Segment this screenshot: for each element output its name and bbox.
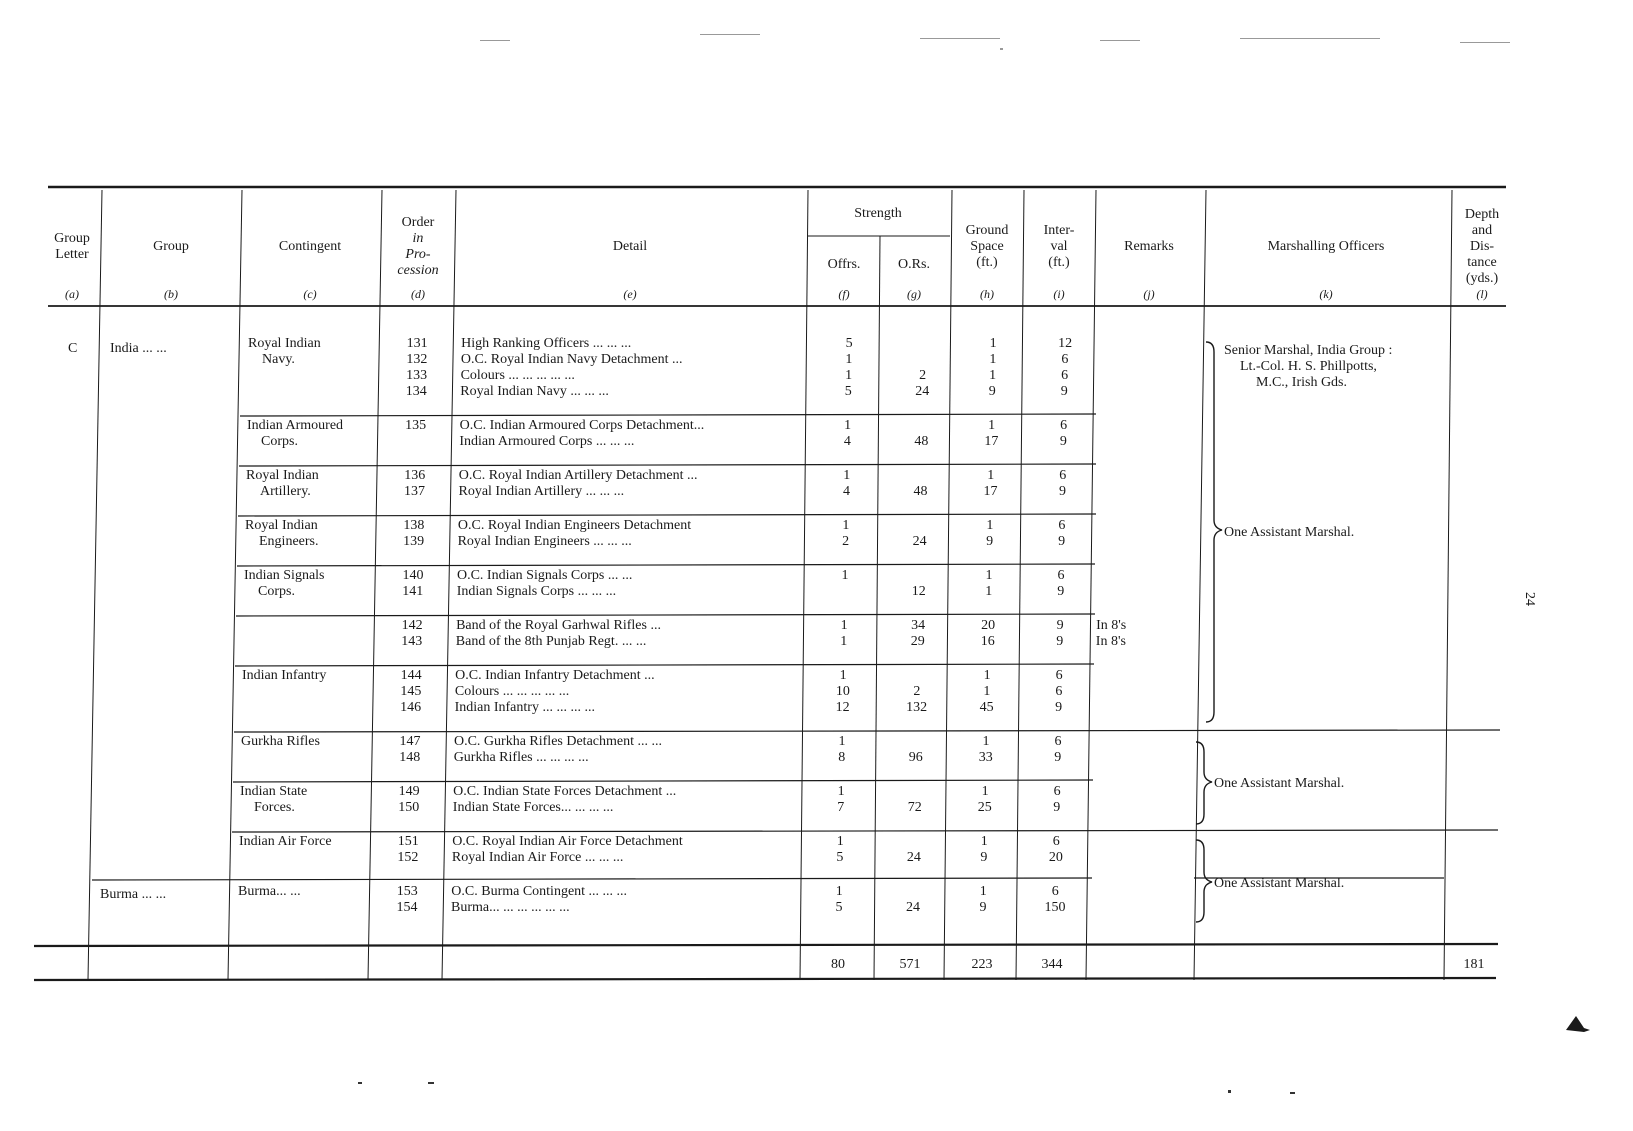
ground-space-value: 9 <box>986 534 994 549</box>
ors-value: 96 <box>908 750 923 765</box>
table-row <box>406 352 1068 367</box>
offrs-value: 2 <box>842 534 850 549</box>
senior-marshal-line-1: Senior Marshal, India Group : <box>1224 343 1393 358</box>
col-letter: (b) <box>164 287 178 301</box>
table-row <box>401 634 1126 649</box>
table-row <box>397 900 1066 915</box>
header-order-4: cession <box>397 263 439 278</box>
ors-value: 2 <box>919 368 927 383</box>
offrs-value: 5 <box>845 336 853 351</box>
order-number: 150 <box>398 800 420 815</box>
interval-value: 9 <box>1054 750 1062 765</box>
header-remarks: Remarks <box>1124 239 1174 254</box>
remarks-text: In 8's <box>1095 634 1126 649</box>
ground-space-value: 45 <box>979 700 994 715</box>
table-row <box>406 384 1068 399</box>
ors-value: 72 <box>907 800 922 815</box>
offrs-value: 1 <box>838 734 846 749</box>
interval-value: 6 <box>1058 518 1066 533</box>
interval-value: 9 <box>1060 384 1068 399</box>
col-letter: (k) <box>1319 287 1333 301</box>
col-letter: (c) <box>303 287 317 301</box>
detail-text: O.C. Gurkha Rifles Detachment ... ... <box>453 734 663 749</box>
offrs-value: 1 <box>842 518 850 533</box>
header-depth-1: Depth <box>1464 207 1500 222</box>
interval-value: 12 <box>1058 336 1073 351</box>
header-order-1: Order <box>401 215 435 230</box>
detail-text: O.C. Burma Contingent ... ... ... <box>451 884 628 899</box>
ground-space-value: 9 <box>988 384 996 399</box>
header-ground-2: Space <box>970 239 1004 254</box>
header-group-letter-1: Group <box>54 231 90 246</box>
ors-value: 132 <box>906 700 928 715</box>
interval-value: 6 <box>1054 734 1062 749</box>
table-row <box>397 884 1059 899</box>
order-number: 133 <box>406 368 428 383</box>
header-depth-5: (yds.) <box>1465 271 1499 286</box>
ground-space-value: 1 <box>988 418 996 433</box>
order-number: 137 <box>403 484 425 499</box>
totals-row <box>831 957 1485 972</box>
contingent-name: Burma... ... <box>238 884 301 899</box>
contingent-name: Engineers. <box>259 534 319 549</box>
ors-value: 24 <box>906 900 921 915</box>
offrs-value: 1 <box>845 368 853 383</box>
detail-text: Royal Indian Engineers ... ... ... <box>457 534 632 549</box>
ground-space-value: 1 <box>989 368 997 383</box>
header-order-3: Pro- <box>405 247 431 262</box>
marshalling-officers <box>1214 343 1392 891</box>
scan-mark <box>1566 1016 1590 1032</box>
page-number: 24 <box>1522 592 1537 606</box>
order-number: 132 <box>406 352 428 367</box>
procession-rows <box>397 336 1127 915</box>
order-number: 148 <box>399 750 421 765</box>
ors-value: 29 <box>910 634 925 649</box>
interval-value: 150 <box>1044 900 1066 915</box>
group-burma: Burma ... ... <box>100 887 167 902</box>
table-row <box>400 684 1062 699</box>
contingent-name: Corps. <box>261 434 298 449</box>
col-letter: (i) <box>1053 287 1065 301</box>
header-contingent: Contingent <box>278 239 342 254</box>
col-letter: (g) <box>907 287 921 301</box>
assistant-marshal-2: One Assistant Marshal. <box>1214 776 1345 791</box>
interval-value: 6 <box>1060 418 1068 433</box>
table-header <box>54 206 1499 286</box>
table-row <box>406 368 1068 383</box>
total-offrs: 80 <box>831 957 845 972</box>
contingent-name: Royal Indian <box>246 468 319 483</box>
header-depth-3: Dis- <box>1469 239 1495 254</box>
ground-space-value: 33 <box>978 750 993 765</box>
contingent-name: Indian Signals <box>244 568 325 583</box>
offrs-value: 1 <box>840 618 848 633</box>
offrs-value: 1 <box>839 668 847 683</box>
detail-text: Burma... ... ... ... ... ... <box>451 900 570 915</box>
order-number: 140 <box>402 568 424 583</box>
ground-space-value: 1 <box>980 834 988 849</box>
order-number: 131 <box>406 336 428 351</box>
interval-value: 9 <box>1058 534 1066 549</box>
order-number: 147 <box>399 734 421 749</box>
contingent-name: Navy. <box>262 352 295 367</box>
table-row <box>402 618 1127 633</box>
interval-value: 9 <box>1058 484 1066 499</box>
total-interval: 344 <box>1041 957 1063 972</box>
order-number: 143 <box>401 634 423 649</box>
detail-text: Indian Infantry ... ... ... ... <box>454 700 595 715</box>
table-row <box>407 336 1073 351</box>
offrs-value: 10 <box>835 684 850 699</box>
detail-text: Royal Indian Air Force ... ... ... <box>451 850 624 865</box>
interval-value: 6 <box>1051 884 1059 899</box>
col-letter: (d) <box>411 287 425 301</box>
table-row <box>402 584 1064 599</box>
order-number: 151 <box>397 834 419 849</box>
offrs-value: 12 <box>835 700 850 715</box>
ors-value: 34 <box>911 618 926 633</box>
interval-value: 6 <box>1055 668 1063 683</box>
header-interval-3: (ft.) <box>1048 255 1070 270</box>
table-row <box>403 518 1065 533</box>
offrs-value: 1 <box>840 634 848 649</box>
table-row <box>405 418 1067 433</box>
detail-text: High Ranking Officers ... ... ... <box>461 336 632 351</box>
offrs-value: 1 <box>836 834 844 849</box>
header-group-letter-2: Letter <box>55 247 89 262</box>
offrs-value: 4 <box>843 434 851 449</box>
order-number: 149 <box>398 784 420 799</box>
detail-text: Indian Signals Corps ... ... ... <box>456 584 617 599</box>
detail-text: O.C. Indian Armoured Corps Detachment... <box>459 418 705 433</box>
ground-space-value: 17 <box>983 484 998 499</box>
header-marshalling: Marshalling Officers <box>1267 239 1385 254</box>
order-number: 154 <box>396 900 418 915</box>
header-strength: Strength <box>854 206 902 221</box>
ground-space-value: 1 <box>987 468 995 483</box>
table-row <box>400 700 1062 715</box>
detail-text: O.C. Indian Infantry Detachment ... <box>455 668 655 683</box>
detail-text: O.C. Royal Indian Navy Detachment ... <box>460 352 683 367</box>
offrs-value: 1 <box>844 418 852 433</box>
col-letter: (a) <box>65 287 79 301</box>
header-interval-2: val <box>1050 239 1068 254</box>
header-group: Group <box>153 239 189 254</box>
ground-space-value: 1 <box>981 784 989 799</box>
ground-space-value: 9 <box>980 850 988 865</box>
header-order-2: in <box>412 231 424 246</box>
interval-value: 9 <box>1056 618 1064 633</box>
table-row <box>399 734 1061 749</box>
interval-value: 6 <box>1061 352 1069 367</box>
table-row <box>403 534 1065 549</box>
contingent-name: Forces. <box>254 800 295 815</box>
ground-space-value: 1 <box>985 584 993 599</box>
ors-value: 24 <box>906 850 921 865</box>
interval-value: 9 <box>1059 434 1067 449</box>
detail-text: Band of the Royal Garhwal Rifles ... <box>456 618 661 633</box>
header-detail: Detail <box>612 239 648 254</box>
interval-value: 6 <box>1057 568 1065 583</box>
table-row <box>402 568 1064 583</box>
col-letter: (j) <box>1143 287 1155 301</box>
ors-value: 48 <box>914 434 929 449</box>
ors-value: 48 <box>913 484 928 499</box>
order-number: 134 <box>405 384 427 399</box>
group-letter: C <box>68 341 78 356</box>
interval-value: 6 <box>1055 684 1063 699</box>
contingent-column <box>238 336 343 899</box>
detail-text: O.C. Royal Indian Artillery Detachment ... <box>458 468 698 483</box>
col-letter: (l) <box>1476 287 1488 301</box>
order-number: 153 <box>396 884 418 899</box>
ground-space-value: 1 <box>989 336 997 351</box>
table-grid <box>34 187 1506 980</box>
ground-space-value: 1 <box>985 568 993 583</box>
table-row <box>404 484 1066 499</box>
detail-text: Colours ... ... ... ... ... <box>460 368 575 383</box>
contingent-name: Artillery. <box>260 484 311 499</box>
table-row <box>401 668 1063 683</box>
order-number: 144 <box>400 668 422 683</box>
ground-space-value: 1 <box>989 352 997 367</box>
ors-value: 24 <box>915 384 930 399</box>
detail-text: Colours ... ... ... ... ... <box>454 684 570 699</box>
total-ors: 571 <box>899 957 921 972</box>
offrs-value: 8 <box>838 750 846 765</box>
table-row <box>397 850 1063 865</box>
contingent-name: Indian Armoured <box>247 418 344 433</box>
contingent-name: Royal Indian <box>248 336 321 351</box>
order-number: 139 <box>403 534 425 549</box>
detail-text: O.C. Indian Signals Corps ... ... <box>456 568 633 583</box>
ground-space-value: 20 <box>981 618 996 633</box>
order-number: 135 <box>405 418 427 433</box>
table-row <box>399 784 1061 799</box>
ground-space-value: 1 <box>983 684 991 699</box>
detail-text: Royal Indian Navy ... ... ... <box>460 384 609 399</box>
col-letter: (f) <box>838 287 850 301</box>
assistant-marshal-1: One Assistant Marshal. <box>1224 525 1355 540</box>
detail-text: Royal Indian Artillery ... ... ... <box>458 484 625 499</box>
interval-value: 20 <box>1048 850 1063 865</box>
scan-specks <box>480 34 1510 50</box>
header-depth-2: and <box>1471 223 1493 238</box>
ground-space-value: 16 <box>980 634 995 649</box>
order-number: 145 <box>400 684 422 699</box>
offrs-value: 5 <box>844 384 852 399</box>
offrs-value: 1 <box>837 784 845 799</box>
ground-space-value: 1 <box>979 884 987 899</box>
interval-value: 6 <box>1052 834 1060 849</box>
offrs-value: 4 <box>842 484 850 499</box>
ground-space-value: 1 <box>983 668 991 683</box>
header-ground-1: Ground <box>965 223 1009 238</box>
col-letter: (h) <box>980 287 994 301</box>
contingent-name: Indian Infantry <box>242 668 327 683</box>
order-number: 136 <box>404 468 426 483</box>
assistant-marshal-3: One Assistant Marshal. <box>1214 876 1345 891</box>
header-ground-3: (ft.) <box>976 255 998 270</box>
order-number: 152 <box>397 850 419 865</box>
table-row <box>459 434 1067 449</box>
table-row <box>398 834 1060 849</box>
table-row <box>404 468 1066 483</box>
order-number: 138 <box>403 518 425 533</box>
detail-text: Indian Armoured Corps ... ... ... <box>459 434 635 449</box>
header-ors: O.Rs. <box>898 257 930 272</box>
offrs-value: 1 <box>835 884 843 899</box>
interval-value: 9 <box>1056 634 1064 649</box>
detail-text: O.C. Royal Indian Engineers Detachment <box>457 518 692 533</box>
detail-text: O.C. Royal Indian Air Force Detachment <box>452 834 683 849</box>
column-letters <box>65 287 1488 301</box>
header-depth-4: tance <box>1467 255 1497 270</box>
ors-value: 2 <box>913 684 921 699</box>
contingent-name: Indian Air Force <box>239 834 332 849</box>
interval-value: 9 <box>1055 700 1063 715</box>
order-number: 146 <box>400 700 422 715</box>
group-india: India ... ... <box>110 341 167 356</box>
col-letter: (e) <box>623 287 637 301</box>
interval-value: 9 <box>1057 584 1065 599</box>
contingent-name: Royal Indian <box>245 518 318 533</box>
order-number: 142 <box>401 618 423 633</box>
table-row <box>399 750 1061 765</box>
offrs-value: 5 <box>835 900 843 915</box>
detail-text: O.C. Indian State Forces Detachment ... <box>453 784 677 799</box>
offrs-value: 7 <box>837 800 845 815</box>
ground-space-value: 1 <box>982 734 990 749</box>
header-interval-1: Inter- <box>1043 223 1075 238</box>
offrs-value: 1 <box>841 568 849 583</box>
senior-marshal-line-3: M.C., Irish Gds. <box>1256 375 1348 390</box>
interval-value: 6 <box>1059 468 1067 483</box>
offrs-value: 1 <box>843 468 851 483</box>
ground-space-value: 25 <box>977 800 992 815</box>
contingent-name: Corps. <box>258 584 295 599</box>
offrs-value: 5 <box>836 850 844 865</box>
ors-value: 12 <box>911 584 926 599</box>
contingent-name: Gurkha Rifles <box>241 734 320 749</box>
ground-space-value: 17 <box>984 434 999 449</box>
order-number: 141 <box>402 584 424 599</box>
offrs-value: 1 <box>845 352 853 367</box>
detail-text: Indian State Forces... ... ... ... <box>452 800 614 815</box>
table-row <box>398 800 1060 815</box>
ground-space-value: 9 <box>979 900 987 915</box>
detail-text: Band of the 8th Punjab Regt. ... ... <box>455 634 647 649</box>
interval-value: 6 <box>1053 784 1061 799</box>
senior-marshal-line-2: Lt.-Col. H. S. Phillpotts, <box>1240 359 1377 374</box>
ors-value: 24 <box>912 534 927 549</box>
total-ground: 223 <box>971 957 993 972</box>
interval-value: 9 <box>1053 800 1061 815</box>
interval-value: 6 <box>1061 368 1069 383</box>
scan-dots <box>358 1082 1295 1094</box>
contingent-name: Indian State <box>240 784 308 799</box>
total-depth: 181 <box>1463 957 1485 972</box>
ground-space-value: 1 <box>986 518 994 533</box>
remarks-text: In 8's <box>1096 618 1127 633</box>
detail-text: Gurkha Rifles ... ... ... ... <box>453 750 589 765</box>
header-offrs: Offrs. <box>827 257 861 272</box>
